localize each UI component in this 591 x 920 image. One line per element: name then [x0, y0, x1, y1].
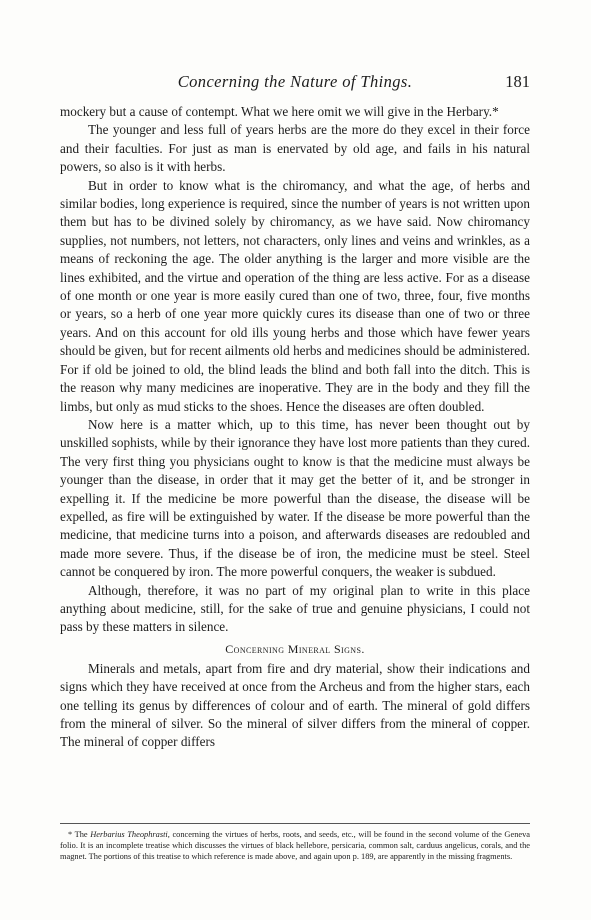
page-number: 181: [505, 72, 530, 91]
running-title: Concerning the Nature of Things.: [177, 72, 413, 91]
footnote-marker: * The: [68, 830, 91, 839]
paragraph-young-herbs: The younger and less full of years herbs are the more do they excel in their force and their faculties. For just as man is enervated by old age, and fails in his natural powers, so also is it with herbs.: [60, 122, 530, 175]
paragraph-continuation: mockery but a cause of contempt. What we here omit we will give in the Herbary.*: [60, 104, 499, 119]
paragraph-chiromancy: But in order to know what is the chiromancy, and what the age, of herbs and similar bodies, long experience is required, since the number of years is not written upon them but has to be divined solely by chiromancy, as we have said. Now chiromancy supplies, not numbers, not letters, not characters, only lines and veins and wrinkles, as a means of reckoning the age. The older anything is the larger and more visible are the lines exhibited, and the virtue and operation of the thing are less active. For as a disease of one month or one year is more easily cured than one of two, three, four, five months or years, so a herb of one year more quickly cures its disease than one of two or three years. And on this account for old ills young herbs and those which have fewer years should be given, but for recent ailments old herbs and medicines should be administered. For if old be joined to old, the blind leads the blind and both fall into the ditch. This is the reason why many medicines are inoperative. They are in the body and they fill the limbs, but only as mud sticks to the shoes. Hence the diseases are often doubled.: [60, 177, 530, 414]
paragraph-medicine-younger: Now here is a matter which, up to this time, has never been thought out by unskilled sophists, while by their ignorance they have lost more patients than they cured. The very first thing you physicians ought to know is that the medicine must always be younger than the disease, in order that it may get the better of it, and be stronger in expelling it. If the medicine be more powerful than the disease, the disease will be expelled, as fire will be extinguished by water. If the disease be more powerful than the medicine, that medicine turns into a poison, and afterwards diseases are redoubled and made more severe. Thus, if the disease be of iron, the medicine must be steel. Steel cannot be conquered by iron. The more powerful conquers, the weaker is subdued.: [60, 416, 530, 580]
section-heading: Concerning Mineral Signs.: [225, 641, 365, 656]
footnote: [60, 829, 530, 863]
footnote-rule: [60, 823, 530, 824]
page-header: [60, 72, 530, 96]
footnote-text: , concerning the virtues of herbs, roots, and seeds, etc., will be found in the second volume of the Geneva folio. It is an incomplete treatise which discusses the virtues of black hellebore, persicaria, common salt, carduus angelicus, corals, and the magnet. The portions of this treatise to which reference is made above, and again upon p. 189, are apparently in the missing fragments.: [60, 830, 530, 862]
paragraph-silence: Although, therefore, it was no part of my original plan to write in this place anything about medicine, still, for the sake of true and genuine physicians, I could not pass by these matters in silence.: [60, 582, 530, 635]
paragraph-minerals: Minerals and metals, apart from fire and dry material, show their indications and signs which they have received at once from the Archeus and from the higher stars, each one telling its genus by differences of colour and of earth. The mineral of gold differs from the mineral of silver. So the mineral of silver differs from the mineral of copper. The mineral of copper differs: [60, 660, 530, 750]
footnote-title: Herbarius Theophrasti: [90, 830, 168, 839]
body-text: [60, 103, 530, 752]
